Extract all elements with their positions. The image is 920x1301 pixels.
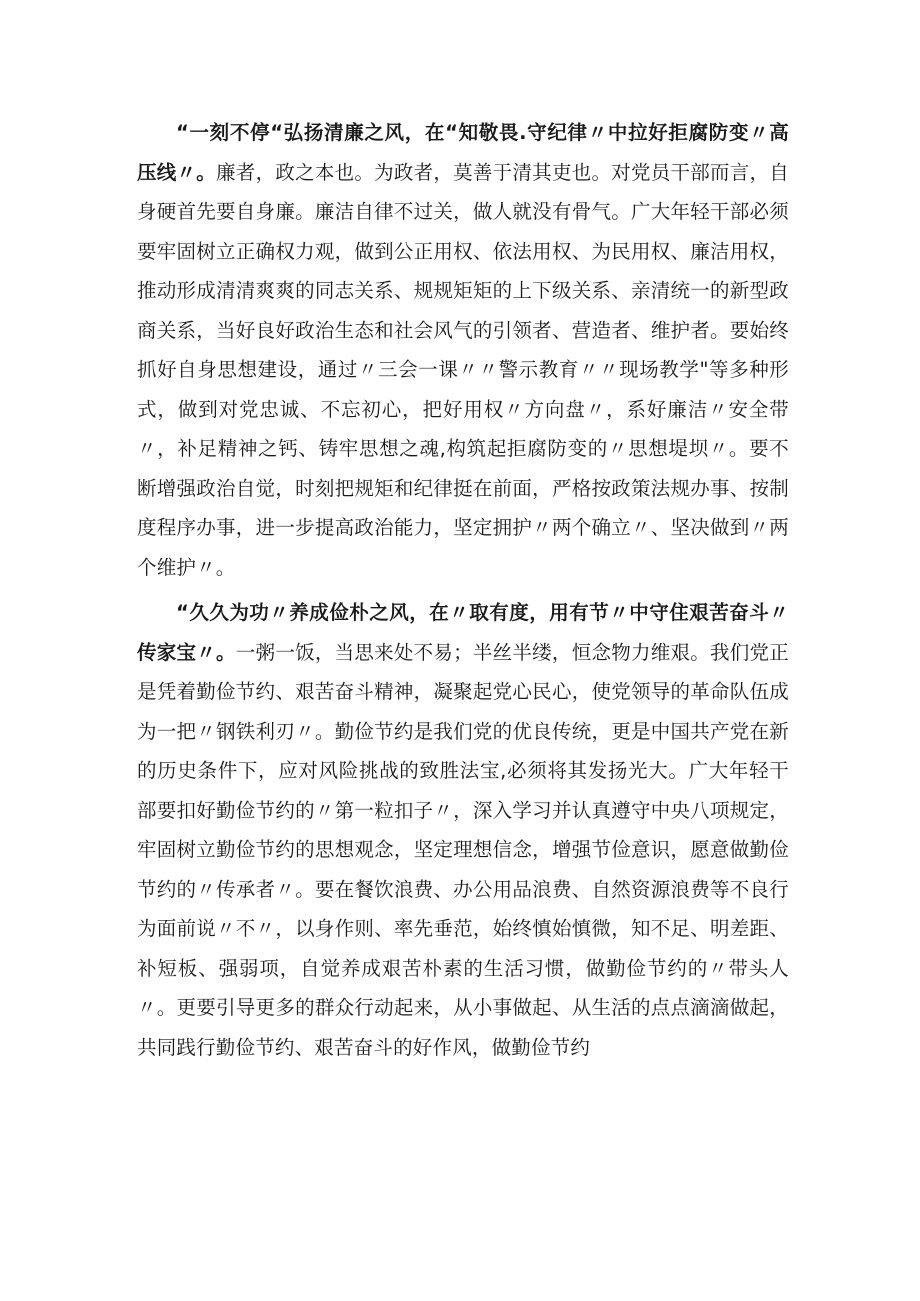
- paragraph-body: 廉者，政之本也。为政者，莫善于清其吏也。对党员干部而言，自身硬首先要自身廉。廉洁自律不过关，做人就没有骨气。广大年轻干部必须要牢固树立正确权力观，做到公正用权、依法用权、为民用权、廉洁用权，推动形成清清爽爽的同志关系、规规矩矩的上下级关系、亲清统一的新型政商关系，当好良好政治生态和社会风气的引领者、营造者、维护者。要始终抓好自身思想建设，通过〃三会一课〃〃警示教育〃〃现场教学"等多种形式，做到对党忠诚、不忘初心，把好用权〃方向盘〃，系好廉洁〃安全带〃，补足精神之钙、铸牢思想之魂,构筑起拒腐防变的〃思想堤坝〃。要不断增强政治自觉，时刻把规矩和纪律挺在前面，严格按政策法规办事、按制度程序办事，进一步提高政治能力，坚定拥护〃两个确立〃、坚决做到〃两个维护〃。: [137, 160, 789, 579]
- paragraph-frugality: [137, 593, 789, 1067]
- paragraph-integrity: [137, 113, 789, 587]
- paragraph-heading: “一刻不停“弘扬清廉之风，在“知敬畏.守纪律〃中拉好拒腐防变〃高压线〃。: [137, 121, 789, 184]
- paragraph-heading: “久久为功〃养成俭朴之风，在〃取有度，用有节〃中守住艰苦奋斗〃传家宝〃。: [137, 601, 789, 664]
- document-page: [137, 113, 789, 1067]
- paragraph-body: 一粥一饭，当思来处不易；半丝半缕，恒念物力维艰。我们党正是凭着勤俭节约、艰苦奋斗精神，凝聚起党心民心，使党领导的革命队伍成为一把〃钢铁利刃〃。勤俭节约是我们党的优良传统，更是中国共产党在新的历史条件下，应对风险挑战的致胜法宝,必须将其发扬光大。广大年轻干部要扣好勤俭节约的〃第一粒扣子〃，深入学习并认真遵守中央八项规定，牢固树立勤俭节约的思想观念，坚定理想信念，增强节俭意识，愿意做勤俭节约的〃传承者〃。要在餐饮浪费、办公用品浪费、自然资源浪费等不良行为面前说〃不〃，以身作则、率先垂范，始终慎始慎微，知不足、明差距、补短板、强弱项，自觉养成艰苦朴素的生活习惯，做勤俭节约的〃带头人〃。更要引导更多的群众行动起来，从小事做起、从生活的点点滴滴做起，共同践行勤俭节约、艰苦奋斗的好作风，做勤俭节约: [137, 640, 789, 1059]
